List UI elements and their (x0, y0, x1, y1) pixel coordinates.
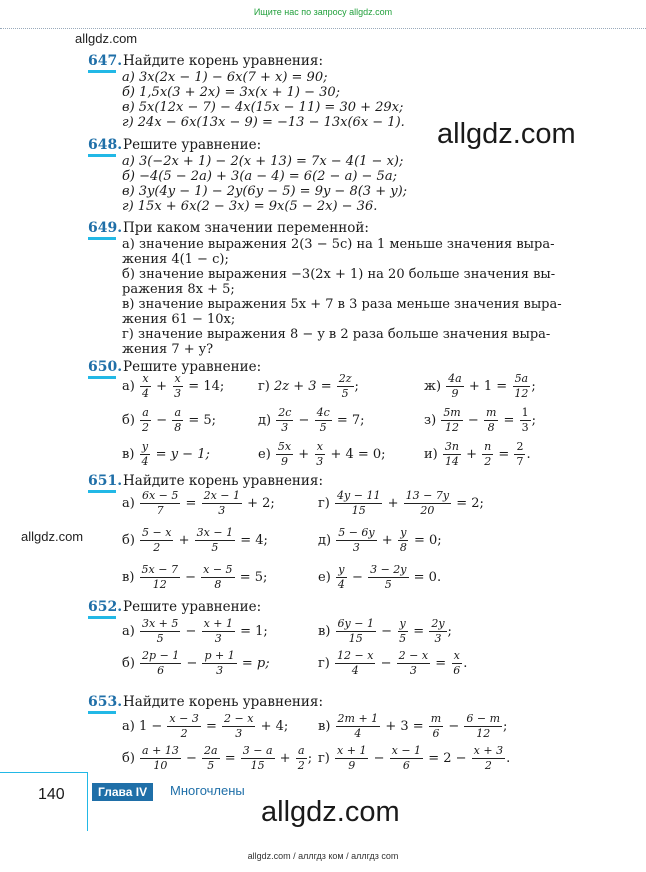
equation-653-b: б) $\frac{a + 13}{10}$ − $\frac{2a}{5}$ = $\frac{3 - a}{15}$ + $\frac{a}{2}$ ; (122, 744, 313, 772)
top-banner[interactable]: Ищите нас по запросу allgdz.com (253, 7, 393, 17)
equation-653-v: в) $\frac{2m + 1}{4}$ + 3 = $\frac{m}{6}$ − $\frac{6 - m}{12}$ ; (318, 712, 508, 740)
equation-650-zh: ж) $\frac{4a}{9}$ + 1 = $\frac{5a}{12}$ ; (424, 372, 536, 400)
equation-650-d: д) $\frac{2c}{3}$ − $\frac{4c}{5}$ = 7; (258, 406, 365, 434)
problem-title: Решите уравнение: (123, 359, 262, 375)
equation: а) 3x(2x − 1) − 6x(7 + x) = 90; (122, 70, 328, 85)
number-underline (88, 376, 116, 379)
problem-title: Решите уравнение: (123, 137, 262, 153)
equation: г) 24x − 6x(13x − 9) = −13 − 13x(6x − 1). (122, 115, 405, 130)
text-line: жения 61 − 10x; (122, 312, 236, 327)
equation-650-v: в) $\frac{y}{4}$ = y − 1; (122, 440, 210, 468)
text-line: жения 7 + y? (122, 342, 214, 357)
watermark-big-bottom: allgdz.com (261, 796, 400, 828)
number-underline (88, 237, 116, 240)
number-underline (88, 711, 116, 714)
text-line: в) значение выражения 5x + 7 в 3 раза меньше значения выра- (122, 297, 562, 312)
equation: а) 3(−2x + 1) − 2(x + 13) = 7x − 4(1 − x); (122, 154, 404, 169)
problem-number-648: 648. (88, 137, 123, 153)
equation-650-z: з) $\frac{5m}{12}$ − $\frac{m}{8}$ = $\frac{1}{3}$ ; (424, 406, 536, 434)
equation: г) 15x + 6x(2 − 3x) = 9x(5 − 2x) − 36. (122, 199, 378, 214)
text-line: б) значение выражения −3(2x + 1) на 20 больше значения вы- (122, 267, 556, 282)
equation-650-a: а) $\frac{x}{4}$ + $\frac{x}{3}$ = 14; (122, 372, 225, 400)
chapter-badge: Глава IV (92, 783, 153, 801)
page-number: 140 (38, 786, 65, 803)
text-line: жения 4(1 − c); (122, 252, 229, 267)
equation-653-a: а) 1 − $\frac{x - 3}{2}$ = $\frac{2 - x}{3}$ + 4; (122, 712, 289, 740)
equation: б) 1,5x(3 + 2x) = 3x(x + 1) − 30; (122, 85, 341, 100)
problem-number-649: 649. (88, 220, 123, 236)
watermark-big-right: allgdz.com (437, 118, 576, 150)
equation-651-b: б) $\frac{5 - x}{2}$ + $\frac{3x - 1}{5}$ = 4; (122, 526, 268, 554)
number-underline (88, 490, 116, 493)
equation-650-i: и) $\frac{3n}{14}$ + $\frac{n}{2}$ = $\frac{2}{7}$ . (424, 440, 531, 468)
equation-651-a: а) $\frac{6x - 5}{7}$ = $\frac{2x - 1}{3}$ + 2; (122, 489, 275, 517)
equation-650-b: б) $\frac{a}{2}$ − $\frac{a}{8}$ = 5; (122, 406, 217, 434)
number-underline (88, 616, 116, 619)
problem-title: Найдите корень уравнения: (123, 694, 323, 710)
problem-title: При каком значении переменной: (123, 220, 369, 236)
problem-number-650: 650. (88, 359, 123, 375)
problem-title: Найдите корень уравнения: (123, 473, 323, 489)
problem-number-653: 653. (88, 694, 123, 710)
equation-651-g: г) $\frac{4y - 11}{15}$ + $\frac{13 - 7y}{20}$ = 2; (318, 489, 484, 517)
problem-title: Решите уравнение: (123, 599, 262, 615)
text-line: а) значение выражения 2(3 − 5c) на 1 меньше значения выра- (122, 237, 555, 252)
equation-650-e: е) $\frac{5x}{9}$ + $\frac{x}{3}$ + 4 = 0; (258, 440, 386, 468)
problem-title: Найдите корень уравнения: (123, 53, 323, 69)
chapter-title: Многочлены (170, 783, 245, 798)
equation-652-v: в) $\frac{6y - 1}{15}$ − $\frac{y}{5}$ = $\frac{2y}{3}$ ; (318, 617, 452, 645)
top-divider (0, 28, 646, 29)
equation-651-v: в) $\frac{5x - 7}{12}$ − $\frac{x - 5}{8}$ = 5; (122, 563, 268, 591)
equation-652-g: г) $\frac{12 - x}{4}$ − $\frac{2 - x}{3}$ = $\frac{x}{6}$ . (318, 649, 468, 677)
text-line: ражения 8x + 5; (122, 282, 235, 297)
equation-651-d: д) $\frac{5 - 6y}{3}$ + $\frac{y}{8}$ = 0; (318, 526, 442, 554)
footer-links[interactable]: allgdz.com / аллгдз ком / аллгдз com (247, 851, 399, 861)
watermark-small-mid: allgdz.com (21, 529, 84, 544)
problem-number-651: 651. (88, 473, 123, 489)
equation-653-g: г) $\frac{x + 1}{9}$ − $\frac{x - 1}{6}$ = 2 − $\frac{x + 3}{2}$ . (318, 744, 511, 772)
equation-650-g: г) 2z + 3 = $\frac{2z}{5}$ ; (258, 372, 359, 400)
watermark-small-top: allgdz.com (75, 31, 138, 46)
number-underline (88, 154, 116, 157)
problem-number-652: 652. (88, 599, 123, 615)
equation: в) 5x(12x − 7) − 4x(15x − 11) = 30 + 29x; (122, 100, 404, 115)
equation: б) −4(5 − 2a) + 3(a − 4) = 6(2 − a) − 5a; (122, 169, 397, 184)
number-underline (88, 70, 116, 73)
equation-652-a: а) $\frac{3x + 5}{5}$ − $\frac{x + 1}{3}$ = 1; (122, 617, 268, 645)
equation-652-b: б) $\frac{2p - 1}{6}$ − $\frac{p + 1}{3}$ = p; (122, 649, 270, 677)
equation-651-e: е) $\frac{y}{4}$ − $\frac{3 - 2y}{5}$ = 0. (318, 563, 442, 591)
equation: в) 3y(4y − 1) − 2y(6y − 5) = 9y − 8(3 + y); (122, 184, 408, 199)
text-line: г) значение выражения 8 − y в 2 раза больше значения выра- (122, 327, 551, 342)
problem-number-647: 647. (88, 53, 123, 69)
